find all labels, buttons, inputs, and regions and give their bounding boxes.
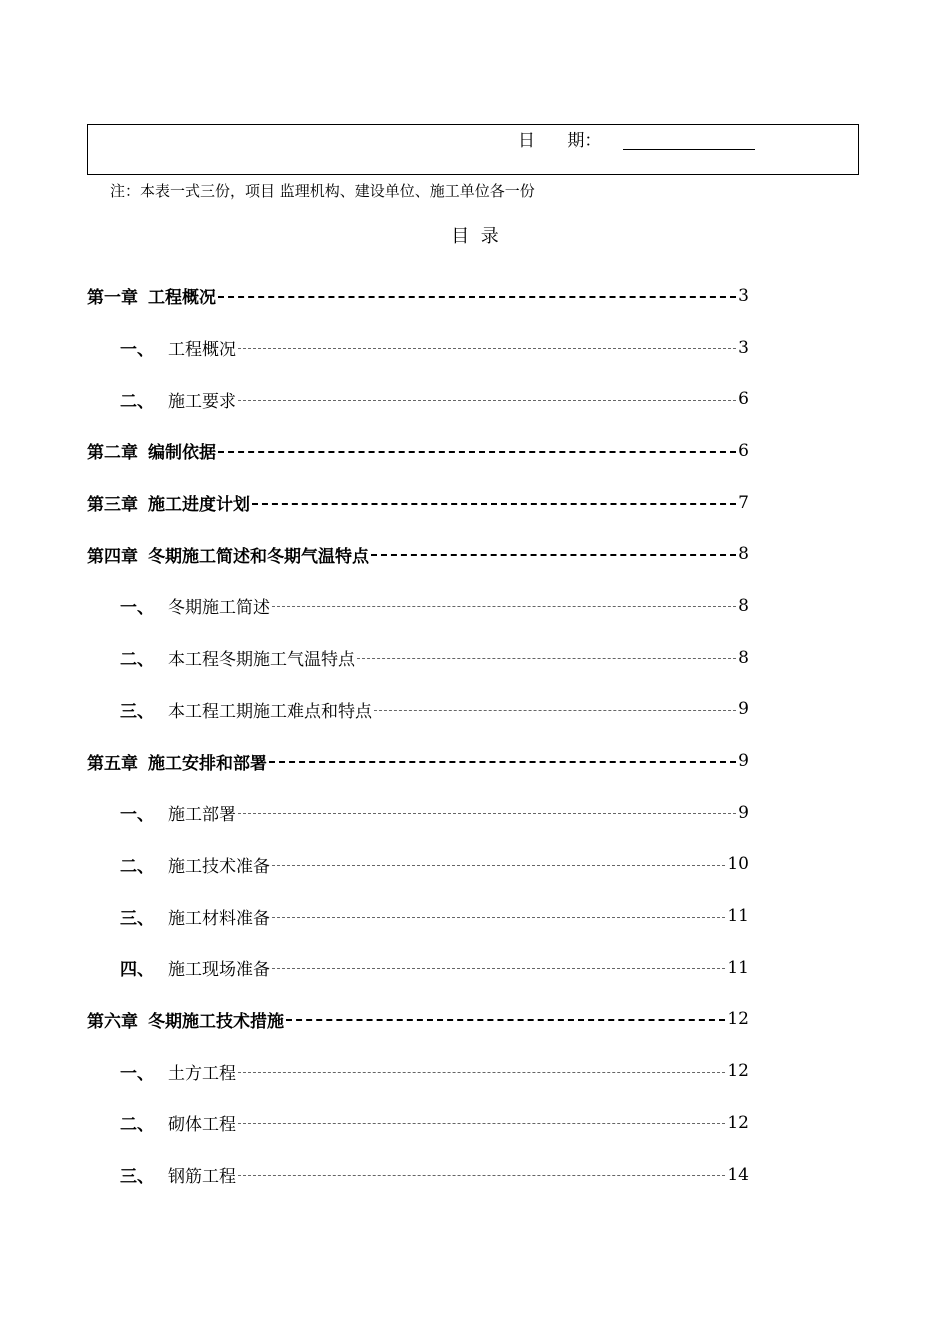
toc-entry-title: 冬期施工简述和冬期气温特点 xyxy=(148,546,369,567)
toc-entry-title: 施工技术准备 xyxy=(168,856,270,877)
toc-title: 目 录 xyxy=(451,226,499,247)
toc-entry-title: 施工部署 xyxy=(168,805,236,826)
date-label: 日 期： xyxy=(518,131,602,151)
toc-section-entry[interactable] xyxy=(87,890,749,942)
toc-entry-page: 3 xyxy=(738,285,749,306)
toc-entry-page: 14 xyxy=(727,1164,749,1185)
toc-entry-number: 一、 xyxy=(120,340,154,361)
toc-section-entry[interactable] xyxy=(87,373,749,425)
toc-entry-page: 10 xyxy=(727,854,749,875)
toc-dot-leader xyxy=(272,917,725,918)
toc-entry-title: 冬期施工技术措施 xyxy=(148,1011,284,1032)
toc-entry-page: 8 xyxy=(738,647,749,668)
toc-entry-number: 一、 xyxy=(120,1063,154,1084)
toc-entry-page: 6 xyxy=(738,389,749,410)
toc-entry-page: 8 xyxy=(738,544,749,565)
table-of-contents xyxy=(87,270,749,1200)
toc-entry-title: 施工进度计划 xyxy=(148,495,250,516)
toc-entry-title: 施工安排和部署 xyxy=(148,753,267,774)
toc-entry-number: 二、 xyxy=(120,391,154,412)
toc-entry-title: 工程概况 xyxy=(148,288,216,309)
toc-dot-leader xyxy=(286,1019,725,1021)
toc-section-entry[interactable] xyxy=(87,1149,749,1201)
toc-entry-page: 3 xyxy=(738,337,749,358)
toc-entry-page: 7 xyxy=(738,492,749,513)
toc-chapter-entry[interactable] xyxy=(87,477,749,529)
toc-entry-number: 第五章 xyxy=(87,753,138,774)
toc-entry-title: 施工材料准备 xyxy=(168,908,270,929)
toc-dot-leader xyxy=(272,865,725,866)
toc-dot-leader xyxy=(269,761,736,763)
toc-dot-leader xyxy=(218,296,736,298)
toc-entry-number: 第一章 xyxy=(87,288,138,309)
toc-dot-leader xyxy=(238,1072,725,1073)
toc-chapter-entry[interactable] xyxy=(87,425,749,477)
toc-section-entry[interactable] xyxy=(87,684,749,736)
toc-entry-number: 三、 xyxy=(120,908,154,929)
toc-entry-number: 四、 xyxy=(120,960,154,981)
toc-entry-number: 三、 xyxy=(120,1167,154,1188)
toc-entry-number: 一、 xyxy=(120,598,154,619)
toc-entry-page: 8 xyxy=(738,595,749,616)
toc-dot-leader xyxy=(374,710,736,711)
toc-dot-leader xyxy=(238,400,736,401)
toc-dot-leader xyxy=(238,1123,725,1124)
toc-entry-number: 二、 xyxy=(120,650,154,671)
toc-dot-leader xyxy=(272,606,736,607)
toc-entry-title: 钢筋工程 xyxy=(168,1167,236,1188)
toc-entry-number: 第四章 xyxy=(87,546,138,567)
toc-section-entry[interactable] xyxy=(87,632,749,684)
toc-entry-page: 12 xyxy=(727,1009,749,1030)
toc-entry-number: 二、 xyxy=(120,856,154,877)
toc-entry-page: 12 xyxy=(727,1061,749,1082)
toc-entry-title: 土方工程 xyxy=(168,1063,236,1084)
date-field-line[interactable] xyxy=(623,149,755,150)
toc-entry-number: 一、 xyxy=(120,805,154,826)
toc-entry-title: 本工程工期施工难点和特点 xyxy=(168,701,372,722)
toc-entry-page: 9 xyxy=(738,751,749,772)
toc-entry-number: 三、 xyxy=(120,701,154,722)
toc-entry-title: 本工程冬期施工气温特点 xyxy=(168,650,355,671)
toc-entry-title: 砌体工程 xyxy=(168,1115,236,1136)
form-note: 注：本表一式三份，项目 监理机构、建设单位、施工单位各一份 xyxy=(110,182,535,200)
toc-dot-leader xyxy=(238,348,736,349)
toc-entry-number: 二、 xyxy=(120,1115,154,1136)
date-box xyxy=(87,124,859,175)
toc-dot-leader xyxy=(238,813,736,814)
toc-entry-page: 11 xyxy=(727,906,749,927)
toc-section-entry[interactable] xyxy=(87,839,749,891)
toc-section-entry[interactable] xyxy=(87,322,749,374)
toc-entry-page: 9 xyxy=(738,802,749,823)
toc-section-entry[interactable] xyxy=(87,1097,749,1149)
toc-section-entry[interactable] xyxy=(87,942,749,994)
toc-entry-page: 6 xyxy=(738,440,749,461)
toc-entry-title: 施工要求 xyxy=(168,391,236,412)
toc-dot-leader xyxy=(272,968,725,969)
toc-entry-title: 编制依据 xyxy=(148,443,216,464)
toc-entry-number: 第三章 xyxy=(87,495,138,516)
toc-entry-title: 施工现场准备 xyxy=(168,960,270,981)
toc-chapter-entry[interactable] xyxy=(87,528,749,580)
toc-section-entry[interactable] xyxy=(87,787,749,839)
toc-dot-leader xyxy=(218,451,736,453)
toc-entry-page: 12 xyxy=(727,1112,749,1133)
toc-dot-leader xyxy=(371,554,736,556)
toc-chapter-entry[interactable] xyxy=(87,994,749,1046)
toc-dot-leader xyxy=(357,658,736,659)
toc-section-entry[interactable] xyxy=(87,1045,749,1097)
toc-entry-title: 工程概况 xyxy=(168,340,236,361)
toc-entry-page: 9 xyxy=(738,699,749,720)
toc-section-entry[interactable] xyxy=(87,580,749,632)
toc-entry-number: 第二章 xyxy=(87,443,138,464)
toc-entry-number: 第六章 xyxy=(87,1011,138,1032)
toc-chapter-entry[interactable] xyxy=(87,735,749,787)
toc-dot-leader xyxy=(238,1175,725,1176)
toc-chapter-entry[interactable] xyxy=(87,270,749,322)
toc-dot-leader xyxy=(252,503,736,505)
toc-entry-title: 冬期施工简述 xyxy=(168,598,270,619)
toc-entry-page: 11 xyxy=(727,957,749,978)
